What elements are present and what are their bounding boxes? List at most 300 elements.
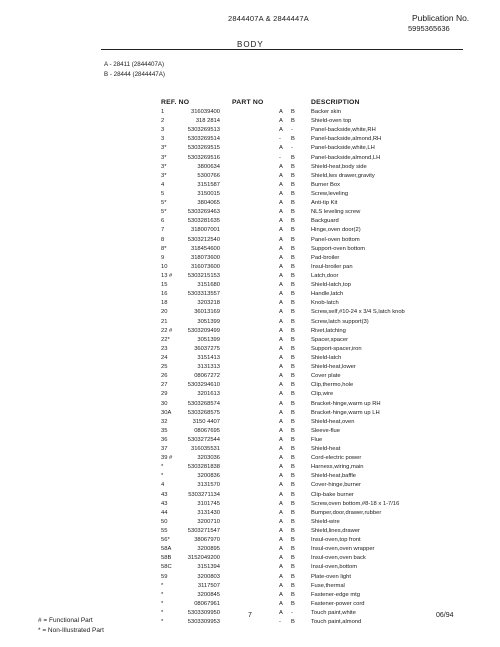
- ref-no-cell: 3: [161, 136, 165, 143]
- ref-no-cell: 24: [161, 354, 168, 361]
- table-row: [0, 172, 500, 181]
- model-b-cell: B: [291, 400, 295, 407]
- ref-no-cell: 2: [161, 118, 165, 125]
- model-b-cell: -: [291, 127, 293, 134]
- description-cell: Screw,latch support(3): [311, 318, 369, 325]
- part-no-cell: 5303269516: [187, 154, 220, 161]
- description-cell: Shield-oven top: [311, 118, 352, 125]
- model-b-cell: B: [291, 254, 295, 261]
- model-a-cell: A: [279, 190, 283, 197]
- table-row: [0, 582, 500, 591]
- table-row: [0, 135, 500, 144]
- description-cell: Knob-latch: [311, 300, 339, 307]
- description-cell: Screw,oven bottom,#8-18 x 1-7/16: [311, 500, 400, 507]
- part-no-cell: 38067970: [194, 537, 220, 544]
- ref-no-cell: 4: [161, 482, 165, 489]
- model-b-cell: B: [291, 427, 295, 434]
- table-row: [0, 527, 500, 536]
- part-no-cell: 08067961: [194, 600, 220, 607]
- ref-no-cell: 4: [161, 181, 165, 188]
- table-row: [0, 308, 500, 317]
- publication-date: 06/94: [436, 612, 454, 619]
- table-row: [0, 436, 500, 445]
- ref-no-cell: 16: [161, 291, 168, 298]
- model-b-cell: B: [291, 482, 295, 489]
- model-a-cell: -: [279, 619, 281, 626]
- description-cell: Shield-heat: [311, 446, 341, 453]
- model-a-cell: A: [279, 464, 283, 471]
- ref-no-cell: 10: [161, 263, 168, 270]
- ref-no-cell: 23: [161, 345, 168, 352]
- model-b-cell: B: [291, 291, 295, 298]
- table-row: [0, 536, 500, 545]
- table-row: [0, 427, 500, 436]
- ref-no-cell: 39 #: [161, 455, 173, 462]
- part-no-cell: 5303269514: [187, 136, 220, 143]
- description-cell: Clip,wire: [311, 391, 334, 398]
- part-no-cell: 3200836: [197, 473, 220, 480]
- ref-no-cell: 35: [161, 427, 168, 434]
- table-row: [0, 418, 500, 427]
- model-b-cell: B: [291, 245, 295, 252]
- part-no-cell: 36037275: [194, 345, 220, 352]
- ref-no-cell: 25: [161, 364, 168, 371]
- model-a-cell: A: [279, 282, 283, 289]
- model-a-cell: A: [279, 291, 283, 298]
- description-cell: Panel-backside,almond,RH: [311, 136, 382, 143]
- part-no-cell: 5303313557: [187, 291, 220, 298]
- model-b-cell: B: [291, 345, 295, 352]
- table-row: [0, 600, 500, 609]
- model-a-cell: A: [279, 209, 283, 216]
- description-cell: Backguard: [311, 218, 339, 225]
- ref-no-cell: 20: [161, 309, 168, 316]
- table-row: [0, 181, 500, 190]
- table-row: [0, 381, 500, 390]
- ref-no-cell: 44: [161, 509, 168, 516]
- model-b-cell: B: [291, 600, 295, 607]
- description-cell: Shield,lws drawer,gravity: [311, 172, 375, 179]
- model-a-cell: A: [279, 473, 283, 480]
- ref-no-cell: 21: [161, 318, 168, 325]
- model-b-cell: B: [291, 464, 295, 471]
- part-no-cell: 5303212540: [187, 236, 220, 243]
- part-no-cell: 3051399: [197, 318, 220, 325]
- model-b-cell: B: [291, 364, 295, 371]
- table-row: [0, 472, 500, 481]
- model-a-cell: A: [279, 582, 283, 589]
- description-cell: Support-spacer,iron: [311, 345, 362, 352]
- description-cell: Touch paint,almond: [311, 619, 362, 626]
- description-cell: Handle,latch: [311, 291, 344, 298]
- table-row: [0, 509, 500, 518]
- description-cell: Plate-oven light: [311, 573, 351, 580]
- table-row: [0, 217, 500, 226]
- ref-no-cell: 3*: [161, 145, 167, 152]
- model-a-cell: A: [279, 500, 283, 507]
- model-b-cell: B: [291, 300, 295, 307]
- ref-no-cell: 22 #: [161, 327, 173, 334]
- model-a-cell: A: [279, 409, 283, 416]
- table-row: [0, 272, 500, 281]
- model-b-cell: B: [291, 418, 295, 425]
- model-a-cell: A: [279, 518, 283, 525]
- table-row: [0, 390, 500, 399]
- part-no-cell: 5303269463: [187, 209, 220, 216]
- model-b-cell: B: [291, 491, 295, 498]
- model-b-cell: B: [291, 272, 295, 279]
- model-b-cell: B: [291, 564, 295, 571]
- model-b-cell: B: [291, 181, 295, 188]
- model-b-cell: B: [291, 500, 295, 507]
- ref-no-cell: 30: [161, 400, 168, 407]
- model-a-cell: A: [279, 418, 283, 425]
- model-a-cell: A: [279, 336, 283, 343]
- table-row: [0, 500, 500, 509]
- part-no-cell: 3200803: [197, 573, 220, 580]
- legend-model-b: B - 28444 (2844447A): [104, 71, 165, 78]
- description-cell: Burner Box: [311, 181, 340, 188]
- model-a-cell: A: [279, 528, 283, 535]
- model-b-cell: B: [291, 436, 295, 443]
- ref-no-cell: 29: [161, 391, 168, 398]
- ref-no-cell: 6: [161, 218, 165, 225]
- description-cell: Fastener-power cord: [311, 600, 365, 607]
- part-no-cell: 3051399: [197, 336, 220, 343]
- table-row: [0, 445, 500, 454]
- model-a-cell: A: [279, 364, 283, 371]
- ref-no-cell: *: [161, 582, 164, 589]
- part-no-cell: 3804065: [197, 200, 220, 207]
- description-cell: Hinge,oven door(2): [311, 227, 361, 234]
- model-a-cell: A: [279, 400, 283, 407]
- model-a-cell: A: [279, 272, 283, 279]
- part-no-cell: 3800634: [197, 163, 220, 170]
- description-cell: Shield-latch: [311, 354, 342, 361]
- table-row: [0, 281, 500, 290]
- model-b-cell: B: [291, 373, 295, 380]
- part-no-cell: 5303309950: [187, 610, 220, 617]
- footnote-functional: # = Functional Part: [38, 617, 93, 624]
- model-b-cell: B: [291, 327, 295, 334]
- page-number: 7: [248, 612, 252, 619]
- table-row: [0, 163, 500, 172]
- part-no-cell: 5303209499: [187, 327, 220, 334]
- description-cell: Screw,leveling: [311, 190, 349, 197]
- table-row: [0, 208, 500, 217]
- description-cell: Anti-tip Kit: [311, 200, 338, 207]
- table-row: [0, 563, 500, 572]
- description-cell: Sleeve-flue: [311, 427, 341, 434]
- description-cell: Shield-heat,oven: [311, 418, 355, 425]
- table-row: [0, 263, 500, 272]
- model-a-cell: A: [279, 327, 283, 334]
- part-no-cell: 316039400: [190, 109, 220, 115]
- table-row: [0, 463, 500, 472]
- column-header-description: DESCRIPTION: [311, 99, 360, 106]
- ref-no-cell: 58A: [161, 546, 172, 553]
- part-no-cell: 5303269515: [187, 145, 220, 152]
- part-no-cell: 08067695: [194, 427, 220, 434]
- table-row: [0, 199, 500, 208]
- part-no-cell: 3151587: [197, 181, 220, 188]
- table-row: [0, 126, 500, 135]
- description-cell: Backer skin: [311, 109, 341, 115]
- ref-no-cell: 37: [161, 446, 168, 453]
- model-a-cell: A: [279, 200, 283, 207]
- description-cell: Spacer,spacer: [311, 336, 349, 343]
- description-cell: Touch paint,white: [311, 610, 356, 617]
- description-cell: Panel-backside,almond,LH: [311, 154, 381, 161]
- model-a-cell: A: [279, 600, 283, 607]
- model-b-cell: B: [291, 391, 295, 398]
- table-row: [0, 400, 500, 409]
- model-a-cell: A: [279, 610, 283, 617]
- table-row: [0, 591, 500, 600]
- model-a-cell: A: [279, 537, 283, 544]
- model-a-cell: A: [279, 382, 283, 389]
- table-row: [0, 345, 500, 354]
- model-b-cell: B: [291, 582, 295, 589]
- model-a-cell: A: [279, 373, 283, 380]
- model-b-cell: B: [291, 455, 295, 462]
- parts-table: [0, 108, 500, 627]
- model-b-cell: -: [291, 145, 293, 152]
- description-cell: Harness,wiring,main: [311, 464, 364, 471]
- part-no-cell: 36013169: [194, 309, 220, 316]
- description-cell: Shield-heat,lower: [311, 364, 356, 371]
- part-no-cell: 5303268575: [187, 409, 220, 416]
- model-b-cell: B: [291, 154, 295, 161]
- part-no-cell: 3117507: [197, 582, 220, 589]
- table-row: [0, 299, 500, 308]
- model-a-cell: A: [279, 109, 283, 115]
- ref-no-cell: 5*: [161, 209, 167, 216]
- model-a-cell: A: [279, 509, 283, 516]
- ref-no-cell: *: [161, 464, 164, 471]
- model-b-cell: B: [291, 382, 295, 389]
- column-header-ref: REF. NO: [161, 99, 190, 106]
- ref-no-cell: 36: [161, 436, 168, 443]
- part-no-cell: 3203036: [197, 455, 220, 462]
- publication-number: 5995365636: [408, 24, 450, 33]
- model-a-cell: A: [279, 181, 283, 188]
- ref-no-cell: 5: [161, 190, 165, 197]
- ref-no-cell: 9: [161, 254, 165, 261]
- model-b-cell: B: [291, 619, 295, 626]
- column-header-part: PART NO: [232, 99, 264, 106]
- part-no-cell: 3150 4407: [192, 418, 220, 425]
- model-a-cell: A: [279, 573, 283, 580]
- model-b-cell: B: [291, 109, 295, 115]
- part-no-cell: 5303268574: [187, 400, 220, 407]
- description-cell: Insul-oven,bottom: [311, 564, 358, 571]
- table-row: [0, 327, 500, 336]
- ref-no-cell: 8*: [161, 245, 167, 252]
- section-title: BODY: [237, 40, 264, 49]
- model-a-cell: A: [279, 446, 283, 453]
- model-b-cell: B: [291, 509, 295, 516]
- description-cell: Fuse,thermal: [311, 582, 345, 589]
- model-a-cell: A: [279, 318, 283, 325]
- ref-no-cell: *: [161, 473, 164, 480]
- model-a-cell: A: [279, 263, 283, 270]
- ref-no-cell: 26: [161, 373, 168, 380]
- description-cell: Cover-hinge,burner: [311, 482, 361, 489]
- ref-no-cell: 27: [161, 382, 168, 389]
- model-b-cell: B: [291, 336, 295, 343]
- part-no-cell: 5303271134: [188, 491, 220, 498]
- model-b-cell: B: [291, 409, 295, 416]
- model-a-cell: A: [279, 163, 283, 170]
- model-b-cell: B: [291, 318, 295, 325]
- part-no-cell: 3151680: [197, 282, 220, 289]
- part-no-cell: 316073600: [190, 263, 220, 270]
- part-no-cell: 3131570: [197, 482, 220, 489]
- model-b-cell: B: [291, 118, 295, 125]
- part-no-cell: 3152049200: [187, 555, 220, 562]
- description-cell: Flue: [311, 436, 323, 443]
- part-no-cell: 3200895: [197, 546, 220, 553]
- legend-model-a: A - 28411 (2844407A): [104, 61, 165, 68]
- table-row: [0, 554, 500, 563]
- model-a-cell: A: [279, 482, 283, 489]
- model-a-cell: A: [279, 564, 283, 571]
- ref-no-cell: 50: [161, 518, 168, 525]
- model-a-cell: A: [279, 555, 283, 562]
- table-row: [0, 481, 500, 490]
- table-row: [0, 454, 500, 463]
- table-row: [0, 318, 500, 327]
- table-row: [0, 144, 500, 153]
- table-row: [0, 236, 500, 245]
- ref-no-cell: 43: [161, 491, 168, 498]
- model-b-cell: B: [291, 546, 295, 553]
- part-no-cell: 3200845: [197, 591, 220, 598]
- model-a-cell: A: [279, 345, 283, 352]
- part-no-cell: 318073600: [190, 254, 220, 261]
- part-no-cell: 318007001: [190, 227, 220, 234]
- ref-no-cell: 18: [161, 300, 168, 307]
- table-row: [0, 117, 500, 126]
- ref-no-cell: 30A: [161, 409, 172, 416]
- publication-title: Publication No.: [412, 13, 470, 23]
- model-b-cell: B: [291, 172, 295, 179]
- description-cell: Panel-oven bottom: [311, 236, 360, 243]
- model-b-cell: B: [291, 209, 295, 216]
- table-row: [0, 336, 500, 345]
- model-a-cell: A: [279, 455, 283, 462]
- ref-no-cell: 13 #: [161, 272, 173, 279]
- model-a-cell: A: [279, 391, 283, 398]
- model-a-cell: A: [279, 354, 283, 361]
- model-b-cell: B: [291, 136, 295, 143]
- part-no-cell: 3101745: [197, 500, 220, 507]
- ref-no-cell: 1: [161, 109, 165, 115]
- description-cell: Insul-broiler pan: [311, 263, 353, 270]
- model-b-cell: B: [291, 528, 295, 535]
- header-divider: [101, 49, 463, 50]
- model-b-cell: -: [291, 610, 293, 617]
- model-a-cell: A: [279, 309, 283, 316]
- ref-no-cell: 3*: [161, 172, 167, 179]
- part-no-cell: 3200710: [197, 518, 220, 525]
- model-b-cell: B: [291, 518, 295, 525]
- model-b-cell: B: [291, 190, 295, 197]
- ref-no-cell: 58B: [161, 555, 172, 562]
- model-b-cell: B: [291, 309, 295, 316]
- model-a-cell: A: [279, 436, 283, 443]
- model-a-cell: A: [279, 491, 283, 498]
- model-b-cell: B: [291, 263, 295, 270]
- model-b-cell: B: [291, 236, 295, 243]
- part-no-cell: 5303309953: [187, 619, 220, 626]
- model-a-cell: A: [279, 236, 283, 243]
- model-a-cell: A: [279, 145, 283, 152]
- description-cell: Cover plate: [311, 373, 341, 380]
- model-a-cell: A: [279, 254, 283, 261]
- model-b-cell: B: [291, 555, 295, 562]
- table-row: [0, 226, 500, 235]
- model-b-cell: B: [291, 163, 295, 170]
- ref-no-cell: 58C: [161, 564, 172, 571]
- table-row: [0, 254, 500, 263]
- model-a-cell: A: [279, 546, 283, 553]
- description-cell: Screw,self,#10-24 x 3/4 S,latch knob: [311, 309, 405, 316]
- ref-no-cell: 7: [161, 227, 165, 234]
- part-no-cell: 5303215153: [187, 272, 220, 279]
- table-row: [0, 190, 500, 199]
- table-row: [0, 108, 500, 117]
- ref-no-cell: 43: [161, 500, 168, 507]
- description-cell: Latch,door: [311, 272, 339, 279]
- table-row: [0, 545, 500, 554]
- model-a-cell: A: [279, 300, 283, 307]
- part-no-cell: 318 2814: [195, 118, 220, 125]
- table-row: [0, 491, 500, 500]
- model-b-cell: B: [291, 227, 295, 234]
- part-no-cell: 3203218: [197, 300, 220, 307]
- table-row: [0, 245, 500, 254]
- model-a-cell: A: [279, 591, 283, 598]
- ref-no-cell: 59: [161, 573, 168, 580]
- description-cell: Rivet,latching: [311, 327, 346, 334]
- description-cell: Panel-backside,white,RH: [311, 127, 376, 134]
- model-a-cell: A: [279, 218, 283, 225]
- description-cell: Shield-latch,top: [311, 282, 351, 289]
- description-cell: Clip-bake burner: [311, 491, 354, 498]
- part-no-cell: 318454600: [190, 245, 220, 252]
- model-a-cell: A: [279, 172, 283, 179]
- description-cell: Fastener-edge mtg: [311, 591, 360, 598]
- description-cell: Bracket-hinge,warm up RH: [311, 400, 381, 407]
- part-no-cell: 3151413: [197, 354, 220, 361]
- model-b-cell: B: [291, 573, 295, 580]
- part-no-cell: 5303281635: [187, 218, 220, 225]
- footnote-non-illustrated: * = Non-Illustrated Part: [38, 627, 104, 634]
- model-numbers: 2844407A & 2844447A: [228, 14, 309, 23]
- model-b-cell: B: [291, 473, 295, 480]
- part-no-cell: 5303272544: [187, 436, 220, 443]
- description-cell: Shield-heat,body side: [311, 163, 367, 170]
- table-row: [0, 409, 500, 418]
- part-no-cell: 5303269513: [187, 127, 220, 134]
- model-b-cell: B: [291, 200, 295, 207]
- part-no-cell: 5303281838: [187, 464, 220, 471]
- model-b-cell: B: [291, 446, 295, 453]
- model-a-cell: -: [279, 136, 281, 143]
- description-cell: Shield-wire: [311, 518, 340, 525]
